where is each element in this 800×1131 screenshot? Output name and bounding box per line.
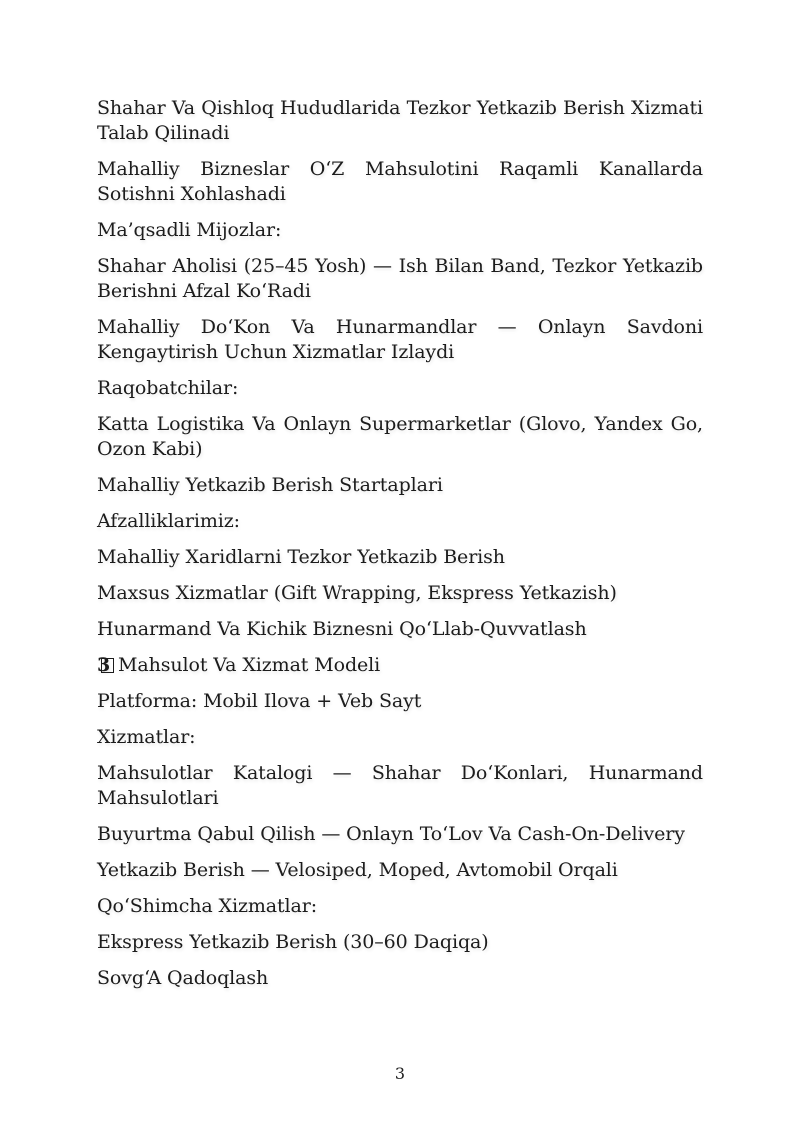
paragraph-special-services: Maxsus Xizmatlar (Gift Wrapping, Ekspress Yetkazish) <box>97 582 617 604</box>
label-advantages: Afzalliklarimiz: <box>97 510 240 532</box>
section-number-emoji-icon <box>97 653 118 676</box>
label-competitors: Raqobatchilar: <box>97 377 239 399</box>
section-heading-text: Mahsulot Va Xizmat Modeli <box>118 654 381 676</box>
missing-glyph-box-icon <box>101 658 114 673</box>
paragraph-urban-residents: Shahar Aholisi (25–45 Yosh) — Ish Bilan Band, Tezkor Yetkazib Berishni Afzal Ko‘Radi <box>97 255 703 302</box>
paragraph-gift-packaging: Sovg‘A Qadoqlash <box>97 967 269 989</box>
paragraph-local-startups: Mahalliy Yetkazib Berish Startaplari <box>97 474 443 496</box>
paragraph-fast-local-delivery: Mahalliy Xaridlarni Tezkor Yetkazib Berish <box>97 546 505 568</box>
page-number: 3 <box>394 1064 406 1083</box>
document-page <box>97 96 703 1002</box>
paragraph-local-business: Mahalliy Bizneslar O‘Z Mahsulotini Raqamli Kanallarda Sotishni Xohlashadi <box>97 158 703 205</box>
label-services: Xizmatlar: <box>97 726 196 748</box>
section-heading <box>97 653 703 678</box>
paragraph-express-delivery: Ekspress Yetkazib Berish (30–60 Daqiqa) <box>97 931 489 953</box>
paragraph-local-shops: Mahalliy Do‘Kon Va Hunarmandlar — Onlayn Savdoni Kengaytirish Uchun Xizmatlar Izlaydi <box>97 316 703 363</box>
paragraph-support-artisans: Hunarmand Va Kichik Biznesni Qo‘Llab-Quvvatlash <box>97 618 587 640</box>
paragraph-order-taking: Buyurtma Qabul Qilish — Onlayn To‘Lov Va Cash-On-Delivery <box>97 823 685 845</box>
section-number: 3 <box>97 653 111 676</box>
paragraph-product-catalog: Mahsulotlar Katalogi — Shahar Do‘Konlari, Hunarmand Mahsulotlari <box>97 762 703 809</box>
paragraph-platform: Platforma: Mobil Ilova + Veb Sayt <box>97 690 422 712</box>
paragraph-big-logistics: Katta Logistika Va Onlayn Supermarketlar (Glovo, Yandex Go, Ozon Kabi) <box>97 413 703 460</box>
paragraph-demand-delivery: Shahar Va Qishloq Hududlarida Tezkor Yetkazib Berish Xizmati Talab Qilinadi <box>97 97 703 144</box>
label-target-customers: Ma’qsadli Mijozlar: <box>97 219 282 241</box>
label-additional-services: Qo‘Shimcha Xizmatlar: <box>97 895 318 917</box>
paragraph-delivery-methods: Yetkazib Berish — Velosiped, Moped, Avtomobil Orqali <box>97 859 618 881</box>
